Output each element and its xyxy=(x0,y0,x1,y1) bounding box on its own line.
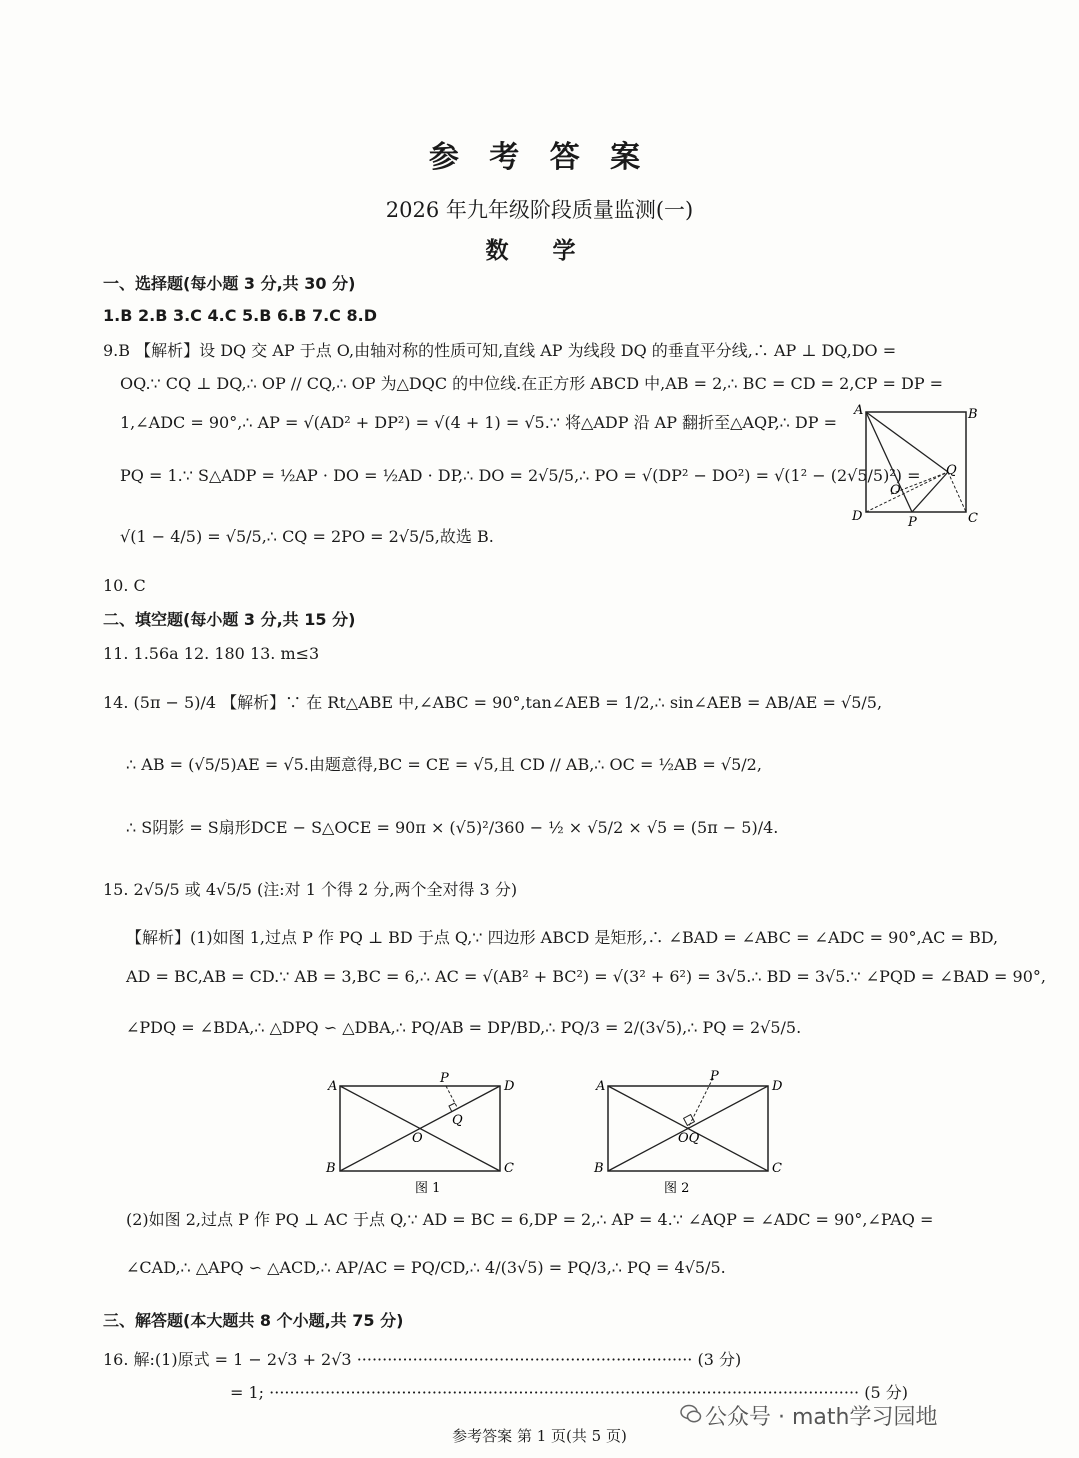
q9-line-1: 9.B 【解析】设 DQ 交 AP 于点 O,由轴对称的性质可知,直线 AP 为线段 DQ 的垂直平分线,∴ AP ⊥ DQ,DO = xyxy=(103,341,897,360)
label-D: D xyxy=(852,509,863,524)
q9-line-2: OQ.∵ CQ ⊥ DQ,∴ OP // CQ,∴ OP 为△DQC 的中位线.在正方形 ABCD 中,AB = 2,∴ BC = CD = 2,CP = DP = xyxy=(120,374,944,393)
section-fill-heading: 二、填空题(每小题 3 分,共 15 分) xyxy=(103,610,356,629)
q16-line-1: 16. 解:(1)原式 = 1 − 2√3 + 2√3 ·································································· (3 分) xyxy=(103,1350,742,1369)
subject-title: 数 学 xyxy=(485,237,594,264)
fig1-label-Q: Q xyxy=(452,1113,463,1128)
fig1-label-O: O xyxy=(412,1131,423,1146)
answers-fill: 11. 1.56a 12. 180 13. m≤3 xyxy=(103,644,320,663)
label-A: A xyxy=(854,403,864,418)
label-P: P xyxy=(908,515,917,530)
q9-line-4: PQ = 1.∵ S△ADP = ½AP · DO = ½AD · DP,∴ DO = 2√5/5,∴ PO = √(DP² − DO²) = √(1² − (2√5/5)²) = xyxy=(120,466,921,485)
fig1-label-D: D xyxy=(504,1079,515,1094)
fig2-label-A: A xyxy=(596,1079,606,1094)
q9-line-5: √(1 − 4/5) = √5/5,∴ CQ = 2PO = 2√5/5,故选 B. xyxy=(120,527,494,546)
figure-2-caption: 图 2 xyxy=(664,1181,690,1196)
label-O: O xyxy=(890,483,901,498)
q14-line-3: ∴ S阴影 = S扇形DCE − S△OCE = 90π × (√5)²/360 − ½ × √5/2 × √5 = (5π − 5)/4. xyxy=(126,818,779,837)
label-Q: Q xyxy=(946,463,957,478)
page-footer: 参考答案 第 1 页(共 5 页) xyxy=(452,1427,627,1445)
exam-title: 2026 年九年级阶段质量监测(一) xyxy=(385,198,694,222)
page-title: 参 考 答 案 xyxy=(428,140,651,175)
q15-line-5: (2)如图 2,过点 P 作 PQ ⊥ AC 于点 Q,∵ AD = BC = 6,DP = 2,∴ AP = 4.∵ ∠AQP = ∠ADC = 90°,∠PAQ = xyxy=(126,1210,934,1229)
label-C: C xyxy=(968,511,978,526)
section-solve-heading: 三、解答题(本大题共 8 个小题,共 75 分) xyxy=(103,1311,404,1330)
figure-1-caption: 图 1 xyxy=(415,1181,441,1196)
figure-1 xyxy=(320,1066,520,1196)
watermark: 公众号 · math学习园地 xyxy=(705,1405,938,1430)
fig1-label-P: P xyxy=(440,1071,449,1086)
q15-line-6: ∠CAD,∴ △APQ ∽ △ACD,∴ AP/AC = PQ/CD,∴ 4/(3√5) = PQ/3,∴ PQ = 4√5/5. xyxy=(126,1258,726,1277)
fig1-label-A: A xyxy=(328,1079,338,1094)
q15-line-4: ∠PDQ = ∠BDA,∴ △DPQ ∽ △DBA,∴ PQ/AB = DP/BD,∴ PQ/3 = 2/(3√5),∴ PQ = 2√5/5. xyxy=(126,1018,802,1037)
q16-line-2: = 1; ···················································································································· (5 分) xyxy=(230,1383,908,1402)
section-choice-heading: 一、选择题(每小题 3 分,共 30 分) xyxy=(103,274,356,293)
q14-line-2: ∴ AB = (√5/5)AE = √5.由题意得,BC = CE = √5,且 CD // AB,∴ OC = ½AB = √5/2, xyxy=(126,755,762,774)
figure-2 xyxy=(588,1066,788,1196)
q15-line-2: 【解析】(1)如图 1,过点 P 作 PQ ⊥ BD 于点 Q,∵ 四边形 ABCD 是矩形,∴ ∠BAD = ∠ABC = ∠ADC = 90°,AC = BD, xyxy=(126,928,999,947)
fig2-label-D: D xyxy=(772,1079,783,1094)
fig2-label-B: B xyxy=(594,1161,604,1176)
fig1-label-B: B xyxy=(326,1161,336,1176)
q9-line-3: 1,∠ADC = 90°,∴ AP = √(AD² + DP²) = √(4 + 1) = √5.∵ 将△ADP 沿 AP 翻折至△AQP,∴ DP = xyxy=(120,413,838,432)
fig2-label-C: C xyxy=(772,1161,782,1176)
fig1-label-C: C xyxy=(504,1161,514,1176)
fig2-label-P: P xyxy=(710,1069,719,1084)
q14-line-1: 14. (5π − 5)/4 【解析】∵ 在 Rt△ABE 中,∠ABC = 90°,tan∠AEB = 1/2,∴ sin∠AEB = AB/AE = √5/5, xyxy=(103,693,883,712)
q15-line-1: 15. 2√5/5 或 4√5/5 (注:对 1 个得 2 分,两个全对得 3 分) xyxy=(103,880,518,899)
wechat-icon xyxy=(680,1403,702,1425)
fig2-label-OQ: OQ xyxy=(678,1131,700,1146)
answers-mc: 1.B 2.B 3.C 4.C 5.B 6.B 7.C 8.D xyxy=(103,306,377,325)
square-diagram xyxy=(848,402,980,530)
q15-line-3: AD = BC,AB = CD.∵ AB = 3,BC = 6,∴ AC = √(AB² + BC²) = √(3² + 6²) = 3√5.∴ BD = 3√5.∵ ∠PQD = ∠BAD = 90°, xyxy=(126,967,1046,986)
label-B: B xyxy=(968,407,978,422)
q10: 10. C xyxy=(103,576,146,595)
